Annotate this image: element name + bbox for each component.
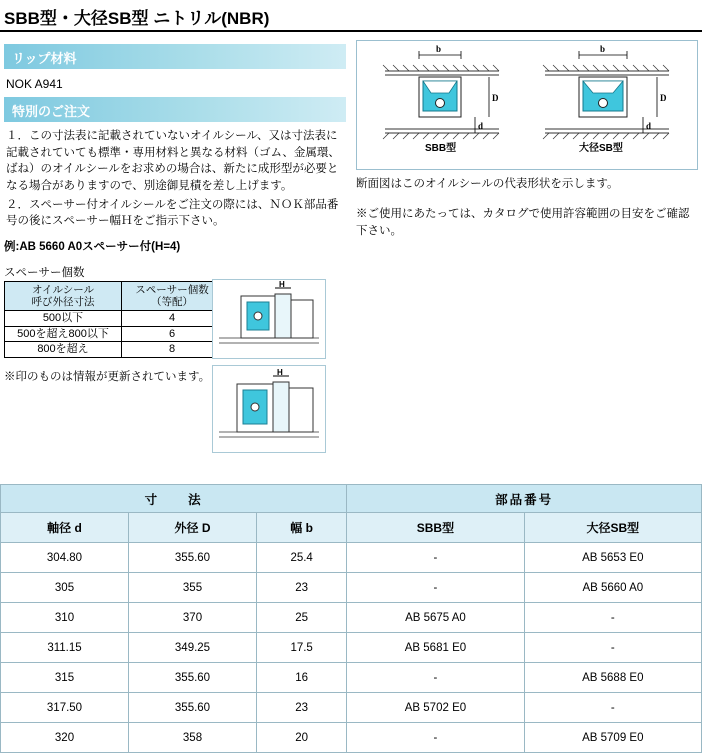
cell-sbb: -	[347, 573, 524, 603]
spacer-header-count-line1: スペーサー個数	[135, 284, 209, 297]
spacer-row-2-size: 800を超え	[5, 342, 122, 358]
svg-text:SBB型: SBB型	[425, 143, 457, 154]
table-row	[1, 543, 702, 573]
svg-text:b: b	[436, 44, 442, 54]
cell-d: 317.50	[1, 693, 129, 723]
spacer-row-1-size: 500を超え800以下	[5, 326, 122, 342]
figure-large-sb	[543, 44, 669, 154]
note-2: ２．スペーサー付オイルシールをご注文の際には、ＮＯＫ部品番号の後にスペーサー幅Ｈをご指示下さい。	[6, 198, 339, 228]
spacer-count-label: スペーサー個数	[4, 267, 85, 280]
table-row	[1, 663, 702, 693]
page-title-bar	[0, 0, 702, 32]
cell-D: 370	[129, 603, 257, 633]
cell-d: 305	[1, 573, 129, 603]
page-title: SBB型・大径SB型 ニトリル(NBR)	[4, 9, 270, 28]
spacer-header-size	[5, 282, 122, 311]
column-header-outer-diameter: 外径 D	[129, 513, 257, 543]
table-row	[5, 311, 223, 327]
cell-D: 358	[129, 723, 257, 753]
table-header-row-group	[1, 485, 702, 513]
table-header-row-sub	[1, 513, 702, 543]
svg-text:d: d	[646, 121, 652, 131]
cell-large-sb: AB 5709 E0	[524, 723, 701, 753]
dimension-table-head	[1, 485, 702, 543]
cell-large-sb: -	[524, 633, 701, 663]
spacer-row-0-size: 500以下	[5, 311, 122, 327]
cell-b: 20	[257, 723, 347, 753]
spacer-header-size-line1: オイルシール	[31, 284, 94, 297]
spacer-header-size-line2: 呼び外径寸法	[31, 296, 95, 309]
svg-text:b: b	[600, 44, 606, 54]
spacer-header-count-line2: （等配）	[151, 296, 193, 309]
table-row	[5, 282, 223, 311]
table-row	[1, 693, 702, 723]
section-header-lip-material: リップ材料	[4, 44, 346, 69]
right-column	[356, 40, 698, 241]
spacer-seal-diagram-lower	[212, 365, 326, 453]
update-note: ※印のものは情報が更新されています。	[4, 371, 211, 384]
cell-D: 355.60	[129, 663, 257, 693]
svg-text:大径SB型: 大径SB型	[579, 143, 623, 154]
dimension-table-body	[1, 543, 702, 753]
table-row	[1, 573, 702, 603]
cell-large-sb: -	[524, 603, 701, 633]
figure-caption: 断面図はこのオイルシールの代表形状を示します。	[356, 178, 619, 190]
cell-d: 304.80	[1, 543, 129, 573]
cell-b: 25.4	[257, 543, 347, 573]
table-row	[1, 603, 702, 633]
svg-text:H: H	[279, 280, 285, 289]
cell-d: 311.15	[1, 633, 129, 663]
cell-d: 320	[1, 723, 129, 753]
table-row	[1, 633, 702, 663]
group-header-dimensions: 寸 法	[1, 485, 347, 513]
column-header-shaft-diameter: 軸径 d	[1, 513, 129, 543]
special-order-notes	[4, 122, 346, 230]
svg-text:d: d	[478, 121, 484, 131]
table-row	[5, 326, 223, 342]
cell-sbb: AB 5702 E0	[347, 693, 524, 723]
svg-text:D: D	[660, 93, 667, 103]
spacer-row-1-count: 6	[122, 326, 223, 342]
cell-b: 16	[257, 663, 347, 693]
cell-sbb: -	[347, 543, 524, 573]
group-header-part-number: 部品番号	[347, 485, 702, 513]
cell-sbb: AB 5675 A0	[347, 603, 524, 633]
cell-D: 355	[129, 573, 257, 603]
cross-section-figure	[356, 40, 698, 170]
spacer-seal-diagram-upper	[212, 279, 326, 359]
note-1: １．この寸法表に記載されていないオイルシール、又は寸法表に記載されていても標準・専用材料と異なる材料（ゴム、金属環、ばね）のオイルシールをお求めの場合は、新たに成形型が必要となる場合がありますので、別途御見積を差し上げます。	[6, 130, 340, 193]
cell-D: 355.60	[129, 543, 257, 573]
cell-large-sb: -	[524, 693, 701, 723]
column-header-large-sb-type: 大径SB型	[524, 513, 701, 543]
spacer-header-count	[122, 282, 223, 311]
svg-text:D: D	[492, 93, 499, 103]
cell-b: 23	[257, 693, 347, 723]
cell-d: 315	[1, 663, 129, 693]
cell-large-sb: AB 5688 E0	[524, 663, 701, 693]
figure-usage-note: ※ご使用にあたっては、カタログで使用許容範囲の目安をご確認下さい。	[356, 208, 690, 238]
figure-sbb	[383, 44, 499, 154]
lip-material-value: NOK A941	[6, 77, 63, 91]
column-header-width: 幅 b	[257, 513, 347, 543]
cell-large-sb: AB 5660 A0	[524, 573, 701, 603]
table-row	[5, 342, 223, 358]
cell-large-sb: AB 5653 E0	[524, 543, 701, 573]
table-row	[1, 723, 702, 753]
dimension-table	[0, 484, 702, 753]
cell-b: 25	[257, 603, 347, 633]
cell-D: 349.25	[129, 633, 257, 663]
cell-b: 23	[257, 573, 347, 603]
cell-sbb: -	[347, 663, 524, 693]
cross-section-svg	[357, 41, 697, 169]
cell-d: 310	[1, 603, 129, 633]
cell-b: 17.5	[257, 633, 347, 663]
cell-sbb: -	[347, 723, 524, 753]
cell-sbb: AB 5681 E0	[347, 633, 524, 663]
svg-text:H: H	[277, 368, 283, 377]
section-header-special-order: 特別のご注文	[4, 97, 346, 122]
cell-D: 355.60	[129, 693, 257, 723]
spacer-row-0-count: 4	[122, 311, 223, 327]
example-part-number: 例:AB 5660 A0スペーサー付(H=4)	[4, 241, 181, 254]
spacer-count-table	[4, 281, 223, 358]
spacer-row-2-count: 8	[122, 342, 223, 358]
column-header-sbb-type: SBB型	[347, 513, 524, 543]
